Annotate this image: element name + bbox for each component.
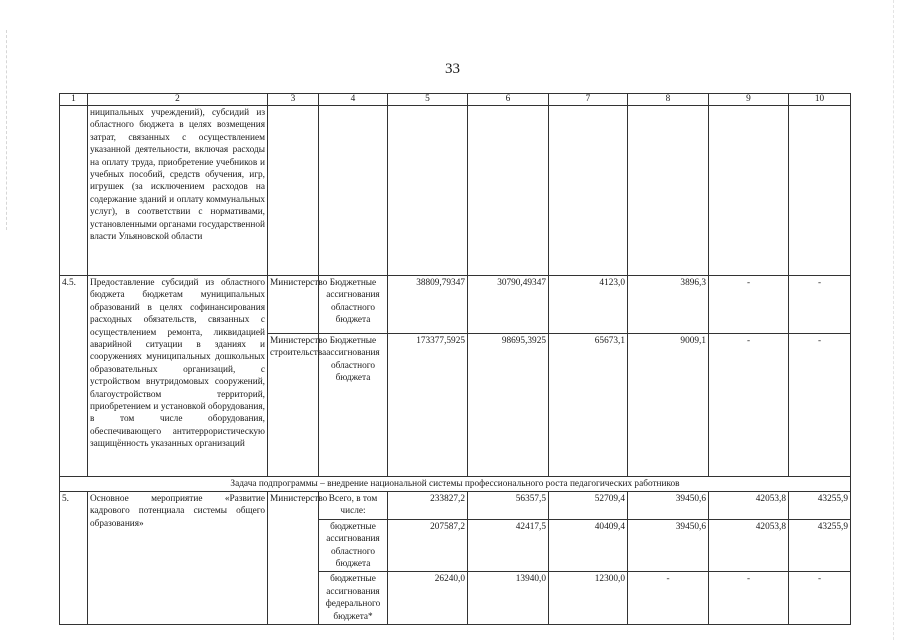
funding-source-cell: Всего, в том числе: xyxy=(319,492,388,520)
header-cell: 1 xyxy=(60,94,88,106)
scan-artifact-left xyxy=(6,30,8,230)
year-cell: 39450,6 xyxy=(628,519,709,572)
header-cell: 10 xyxy=(789,94,851,106)
header-cell: 7 xyxy=(549,94,628,106)
year-cell xyxy=(628,106,709,276)
activity-description: Предоставление субсидий из областного бюджета бюджетам муниципальных образований в целях софинансирования расходных обязательств, связанных с осуществлением ремонта, ликвидацией аварийной ситуации в зданиях и сооружениях муниципальных дошкольных образовательных организаций, с устройством внутридомовых сооружений, благоустройством территорий, приобретением и установкой оборудования, в том числе оборудования, обеспечивающего антитеррористическую защищённость указанных организаций xyxy=(88,276,268,477)
year-cell: 43255,9 xyxy=(789,519,851,572)
year-cell: 56357,5 xyxy=(468,492,549,520)
funding-source-cell: Бюджетные ассигнования областного бюджета xyxy=(319,276,388,334)
header-cell: 9 xyxy=(709,94,789,106)
year-cell: 98695,3925 xyxy=(468,334,549,477)
header-cell: 2 xyxy=(88,94,268,106)
table-row-5-total xyxy=(60,492,851,520)
header-cell: 5 xyxy=(388,94,468,106)
year-cell: 65673,1 xyxy=(549,334,628,477)
year-cell xyxy=(549,106,628,276)
funding-source-cell xyxy=(319,106,388,276)
year-cell: 12300,0 xyxy=(549,572,628,625)
total-cell: 26240,0 xyxy=(388,572,468,625)
year-cell: 30790,49347 xyxy=(468,276,549,334)
funding-source-cell: Бюджетные ассигнования областного бюджета xyxy=(319,334,388,477)
activity-description: ниципальных учреждений), субсидий из областного бюджета в целях возмещения затрат, связанных с осуществлением указанной деятельности, включая расходы на оплату труда, приобретение учебников и учебных пособий, средств обучения, игр, игрушек (за исключением расходов на содержание зданий и оплату коммунальных услуг), в соответствии с нормативами, установленными органами государственной власти Ульяновской области xyxy=(88,106,268,276)
program-table xyxy=(59,93,851,625)
total-cell: 233827,2 xyxy=(388,492,468,520)
total-cell: 173377,5925 xyxy=(388,334,468,477)
total-cell: 38809,79347 xyxy=(388,276,468,334)
year-cell: 43255,9 xyxy=(789,492,851,520)
header-row xyxy=(60,94,851,106)
year-cell xyxy=(709,106,789,276)
table-row-continued xyxy=(60,106,851,276)
task-heading-row xyxy=(60,477,851,492)
year-cell: 13940,0 xyxy=(468,572,549,625)
executor-cell xyxy=(268,106,319,276)
executor-cell: Министерство xyxy=(268,276,319,334)
year-cell: 42417,5 xyxy=(468,519,549,572)
year-cell: 52709,4 xyxy=(549,492,628,520)
year-cell: - xyxy=(789,572,851,625)
page-number: 33 xyxy=(445,61,460,77)
year-cell: 9009,1 xyxy=(628,334,709,477)
year-cell: - xyxy=(709,334,789,477)
year-cell: 39450,6 xyxy=(628,492,709,520)
row-number: 4.5. xyxy=(60,276,88,477)
funding-source-cell: бюджетные ассигнования федерального бюджета* xyxy=(319,572,388,625)
table-row-4-5-a xyxy=(60,276,851,334)
year-cell: 4123,0 xyxy=(549,276,628,334)
scan-artifact-right xyxy=(893,0,895,640)
row-number: 5. xyxy=(60,492,88,625)
header-cell: 4 xyxy=(319,94,388,106)
year-cell: - xyxy=(628,572,709,625)
task-heading: Задача подпрограммы – внедрение национальной системы профессионального роста педагогических работников xyxy=(60,477,851,492)
year-cell: - xyxy=(709,572,789,625)
header-cell: 6 xyxy=(468,94,549,106)
row-number-cell xyxy=(60,106,88,276)
year-cell: - xyxy=(709,276,789,334)
activity-description: Основное мероприятие «Развитие кадрового потенциала системы общего образования» xyxy=(88,492,268,625)
total-cell xyxy=(388,106,468,276)
year-cell: - xyxy=(789,334,851,477)
year-cell xyxy=(468,106,549,276)
year-cell: 42053,8 xyxy=(709,519,789,572)
year-cell: - xyxy=(789,276,851,334)
executor-cell: Министерство строительства xyxy=(268,334,319,477)
header-cell: 3 xyxy=(268,94,319,106)
executor-cell: Министерство xyxy=(268,492,319,625)
funding-source-cell: бюджетные ассигнования областного бюджета xyxy=(319,519,388,572)
total-cell: 207587,2 xyxy=(388,519,468,572)
year-cell: 42053,8 xyxy=(709,492,789,520)
year-cell xyxy=(789,106,851,276)
year-cell: 3896,3 xyxy=(628,276,709,334)
year-cell: 40409,4 xyxy=(549,519,628,572)
header-cell: 8 xyxy=(628,94,709,106)
